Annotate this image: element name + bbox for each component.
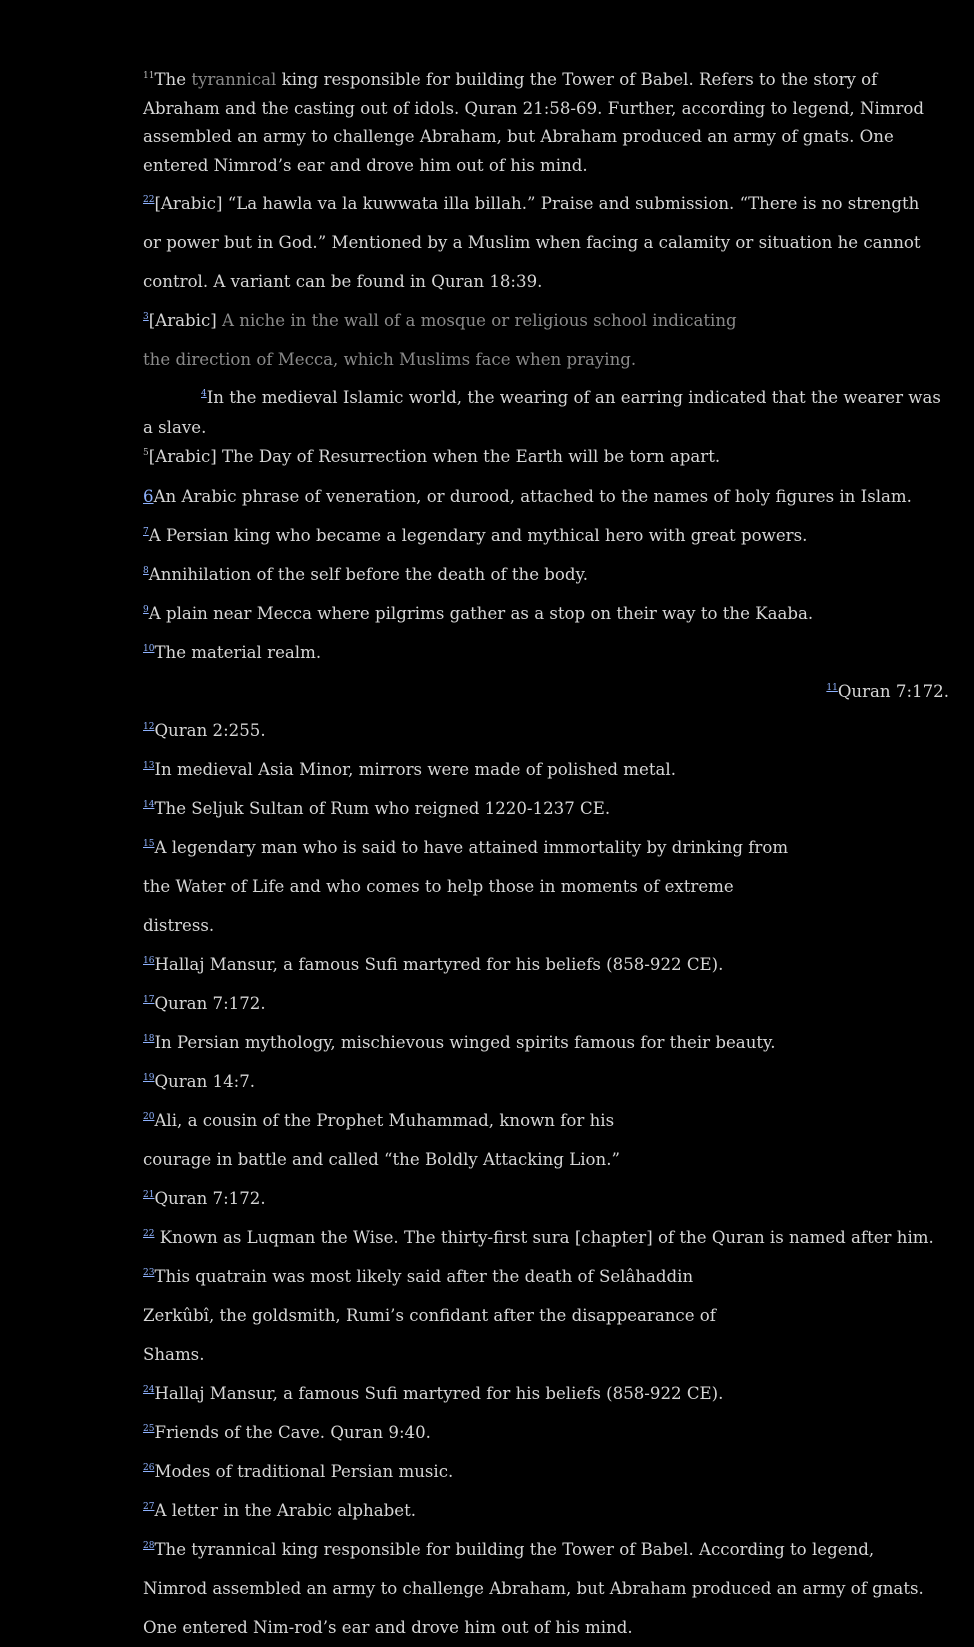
footnote-item: [143, 1491, 949, 1530]
footnote-item: [143, 672, 949, 711]
footnote-text: This quatrain was most likely said after the death of Selâhaddin Zerkûbî, the goldsmith, Rumi’s confidant after the disappearance of Shams.: [143, 1267, 716, 1364]
footnote-number-link: 5: [143, 447, 149, 458]
footnote-number-link[interactable]: 8: [143, 565, 149, 576]
footnote-number-link[interactable]: 14: [143, 799, 155, 810]
footnote-item: [143, 184, 933, 301]
footnote-item: [143, 1452, 949, 1491]
footnote-number-link[interactable]: 28: [143, 1540, 155, 1551]
footnote-number-link[interactable]: 15: [143, 838, 155, 849]
footnote-text: The tyrannical king responsible for building the Tower of Babel. According to legend, Nimrod assembled an army to challenge Abraham, but Abraham produced an army of gnats. One entered Nim-rod’s ear and drove him out of his mind.: [143, 1540, 924, 1637]
footnote-text: Quran 7:172.: [154, 994, 266, 1013]
footnote-number-link[interactable]: 26: [143, 1462, 155, 1473]
footnote-text: An Arabic phrase of veneration, or durood, attached to the names of holy figures in Islam.: [153, 487, 912, 506]
footnote-item: [143, 945, 949, 984]
footnote-item: [143, 750, 949, 789]
footnote-text: Quran 14:7.: [154, 1072, 256, 1091]
footnote-number-link[interactable]: 22: [143, 1228, 155, 1239]
footnote-item: [143, 301, 743, 379]
footnote-item: [143, 443, 949, 471]
footnote-text: Quran 2:255.: [154, 721, 266, 740]
footnote-text: A legendary man who is said to have attained immortality by drinking from the Water of Life and who comes to help those in moments of extreme distress.: [143, 838, 789, 935]
footnote-item: [143, 383, 949, 443]
footnote-number-link[interactable]: 12: [143, 721, 155, 732]
footnote-number-link[interactable]: 9: [143, 604, 149, 615]
footnote-text: Known as Luqman the Wise. The thirty-first sura [chapter] of the Quran is named after him.: [154, 1228, 934, 1247]
footnote-text: In Persian mythology, mischievous winged spirits famous for their beauty.: [154, 1033, 776, 1052]
footnote-text: The Seljuk Sultan of Rum who reigned 1220-1237 CE.: [154, 799, 611, 818]
footnote-item: [143, 66, 949, 180]
footnote-number-link[interactable]: 27: [143, 1501, 155, 1512]
footnote-item: [143, 789, 949, 828]
footnote-text: In the medieval Islamic world, the wearing of an earring indicated that the wearer was a slave.: [143, 388, 941, 437]
footnote-text: [Arabic]: [148, 311, 222, 330]
footnote-text: Quran 7:172.: [154, 1189, 266, 1208]
footnote-item: [143, 1374, 949, 1413]
footnote-number-link[interactable]: 23: [143, 1267, 155, 1278]
footnote-item: [143, 1101, 663, 1179]
footnote-item: [143, 984, 949, 1023]
footnote-number-link[interactable]: 7: [143, 526, 149, 537]
footnote-item: [143, 828, 793, 945]
footnote-item: [143, 516, 949, 555]
footnotes-page: [143, 0, 949, 1647]
footnote-text: The material realm.: [154, 643, 322, 662]
footnote-text: A letter in the Arabic alphabet.: [154, 1501, 417, 1520]
footnote-text: Friends of the Cave. Quran 9:40.: [154, 1423, 431, 1442]
footnote-text: king responsible for building the Tower of Babel. Refers to the story of Abraham and the casting out of idols. Quran 21:58-69. Further, according to legend, Nimrod assembled an army to challenge Abraham, but Abraham produced an army of gnats. One entered Nimrod’s ear and drove him out of his mind.: [143, 70, 925, 175]
footnote-item: [143, 555, 949, 594]
footnote-text: Hallaj Mansur, a famous Sufi martyred for his beliefs (858-922 CE).: [154, 1384, 724, 1403]
footnote-number-link[interactable]: 25: [143, 1423, 155, 1434]
footnote-text: The: [154, 70, 192, 89]
footnote-item: [143, 1023, 949, 1062]
footnote-text: [Arabic] “La hawla va la kuwwata illa billah.” Praise and submission. “There is no strength or power but in God.” Mentioned by a Muslim when facing a calamity or situation he cannot control. A variant can be found in Quran 18:39.: [143, 194, 921, 291]
footnote-number-link[interactable]: 19: [143, 1072, 155, 1083]
footnote-item: [143, 1530, 943, 1647]
footnote-text: A Persian king who became a legendary and mythical hero with great powers.: [148, 526, 808, 545]
footnote-number-link: 11: [143, 70, 155, 81]
footnote-number-link[interactable]: 13: [143, 760, 155, 771]
footnote-text: A plain near Mecca where pilgrims gather as a stop on their way to the Kaaba.: [148, 604, 814, 623]
footnote-item: [143, 711, 949, 750]
footnote-item: [143, 1413, 949, 1452]
footnote-text: Ali, a cousin of the Prophet Muhammad, known for his courage in battle and called “the Boldly Attacking Lion.”: [143, 1111, 620, 1169]
footnote-text: [Arabic] The Day of Resurrection when the Earth will be torn apart.: [148, 447, 721, 466]
footnote-item: [143, 477, 949, 516]
footnote-number-link[interactable]: 10: [143, 643, 155, 654]
footnote-text: tyrannical: [191, 70, 277, 89]
footnote-number-link[interactable]: 18: [143, 1033, 155, 1044]
footnote-number-link[interactable]: 3: [143, 311, 149, 322]
footnote-number-link[interactable]: 21: [143, 1189, 155, 1200]
footnote-text: Modes of traditional Persian music.: [154, 1462, 454, 1481]
footnote-text: Quran 7:172.: [837, 682, 949, 701]
footnote-text: A niche in the wall of a mosque or religious school indicating the direction of Mecca, which Muslims face when praying.: [143, 311, 737, 369]
footnote-item: [143, 1062, 949, 1101]
footnote-text: Annihilation of the self before the death of the body.: [148, 565, 588, 584]
footnote-text: Hallaj Mansur, a famous Sufi martyred for his beliefs (858-922 CE).: [154, 955, 724, 974]
footnote-number-link[interactable]: 4: [201, 388, 207, 399]
footnote-number-link[interactable]: 24: [143, 1384, 155, 1395]
footnote-number-link[interactable]: 20: [143, 1111, 155, 1122]
footnote-number-link[interactable]: 22: [143, 194, 155, 205]
footnote-number-link[interactable]: 6: [143, 487, 154, 506]
footnote-number-link[interactable]: 17: [143, 994, 155, 1005]
footnote-item: [143, 1179, 949, 1218]
footnote-number-link[interactable]: 11: [826, 682, 838, 693]
footnote-item: [143, 633, 949, 672]
footnote-item: [143, 1257, 763, 1374]
footnote-item: [143, 594, 949, 633]
footnote-item: [143, 1218, 949, 1257]
footnote-text: In medieval Asia Minor, mirrors were made of polished metal.: [154, 760, 676, 779]
footnote-number-link[interactable]: 16: [143, 955, 155, 966]
